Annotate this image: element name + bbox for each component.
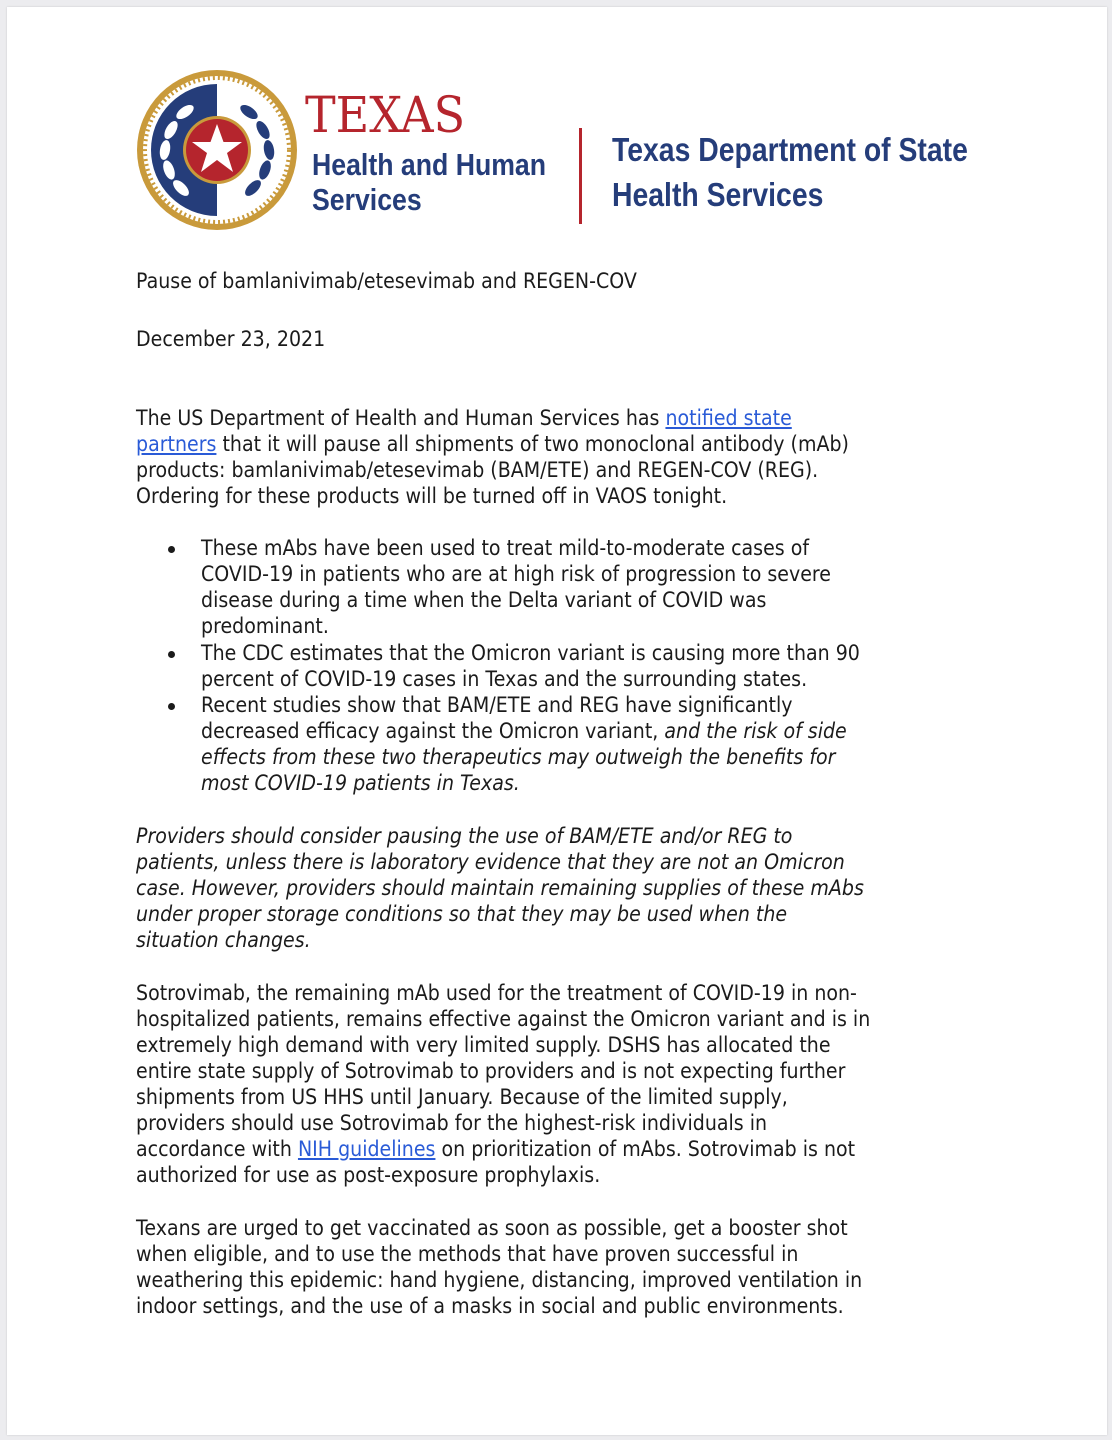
bullet-1-line-3: disease during a time when the Delta variant of COVID was [201, 588, 767, 612]
closing-line-4: indoor settings, and the use of a masks in social and public environments. [136, 1294, 844, 1318]
nih-guidelines-link[interactable]: NIH guidelines [297, 1137, 436, 1161]
texas-seal-star-icon [135, 68, 299, 232]
sotrovimab-line-4: entire state supply of Sotrovimab to providers and is not expecting further [136, 1059, 846, 1083]
providers-line-1: Providers should consider pausing the use of BAM/ETE and/or REG to [136, 824, 793, 848]
sotrovimab-line-7 [136, 1136, 855, 1162]
bullet-2-line-2: percent of COVID-19 cases in Texas and the surrounding states. [201, 667, 808, 691]
logo-divider [579, 128, 582, 224]
intro-line-3: products: bamlanivimab/etesevimab (BAM/ETE) and REGEN-COV (REG). [136, 458, 819, 482]
bullet-3-line-1: Recent studies show that BAM/ETE and REG have significantly [201, 693, 793, 717]
notified-state-partners-link-cont[interactable]: partners [136, 432, 217, 456]
intro-text: The US Department of Health and Human Services has [136, 406, 666, 430]
hhs-logo-subtitle-line1: Health and Human [312, 147, 547, 182]
sotrovimab-line-5: shipments from US HHS until January. Because of the limited supply, [136, 1085, 788, 1109]
hhs-logo-title: TEXAS [305, 86, 466, 144]
sotrovimab-line-8: authorized for use as post-exposure prophylaxis. [136, 1163, 601, 1187]
intro-text: that it will pause all shipments of two monoclonal antibody (mAb) [216, 432, 849, 456]
intro-line-4: Ordering for these products will be turned off in VAOS tonight. [136, 484, 728, 508]
closing-line-1: Texans are urged to get vaccinated as soon as possible, get a booster shot [136, 1216, 848, 1240]
sotrovimab-line-1: Sotrovimab, the remaining mAb used for the treatment of COVID-19 in non- [136, 981, 857, 1005]
bullet-3-line-4: most COVID-19 patients in Texas. [201, 771, 520, 795]
sotrovimab-line-2: hospitalized patients, remains effective against the Omicron variant and is in [136, 1007, 871, 1031]
intro-line-1 [136, 405, 792, 431]
bullet-icon [168, 651, 175, 658]
notified-state-partners-link[interactable]: notified state [665, 406, 792, 430]
sotrovimab-text: on prioritization of mAbs. Sotrovimab is not [435, 1137, 856, 1161]
bullet-1-line-4: predominant. [201, 614, 329, 638]
bullet-3-italic-text: and the risk of side [664, 719, 847, 743]
sotrovimab-line-3: extremely high demand with very limited supply. DSHS has allocated the [136, 1033, 831, 1057]
bullet-3-line-3: effects from these two therapeutics may outweigh the benefits for [201, 745, 836, 769]
bullet-1-line-2: COVID-19 in patients who are at high risk of progression to severe [201, 562, 831, 586]
bullet-3-text: decreased efficacy against the Omicron variant, [201, 719, 665, 743]
dshs-logo-line2: Health Services [612, 176, 824, 213]
dshs-logo-line1: Texas Department of State [612, 131, 968, 168]
providers-line-5: situation changes. [136, 928, 311, 952]
bullet-2-line-1: The CDC estimates that the Omicron variant is causing more than 90 [201, 641, 860, 665]
sotrovimab-text: accordance with [136, 1137, 298, 1161]
providers-line-2: patients, unless there is laboratory evidence that they are not an Omicron [136, 850, 845, 874]
sotrovimab-line-6: providers should use Sotrovimab for the highest-risk individuals in [136, 1111, 768, 1135]
closing-line-3: weathering this epidemic: hand hygiene, distancing, improved ventilation in [136, 1268, 863, 1292]
bullet-3-line-2 [201, 718, 847, 744]
intro-line-2 [136, 431, 849, 457]
document-date: December 23, 2021 [136, 327, 326, 351]
bullet-icon [168, 703, 175, 710]
bullet-1-line-1: These mAbs have been used to treat mild-to-moderate cases of [201, 536, 810, 560]
document-title: Pause of bamlanivimab/etesevimab and REGEN-COV [136, 269, 637, 293]
closing-line-2: when eligible, and to use the methods that have proven successful in [136, 1242, 799, 1266]
bullet-icon [168, 546, 175, 553]
providers-line-3: case. However, providers should maintain remaining supplies of these mAbs [136, 876, 864, 900]
providers-line-4: under proper storage conditions so that they may be used when the [136, 902, 788, 926]
hhs-logo-subtitle-line2: Services [312, 182, 422, 217]
